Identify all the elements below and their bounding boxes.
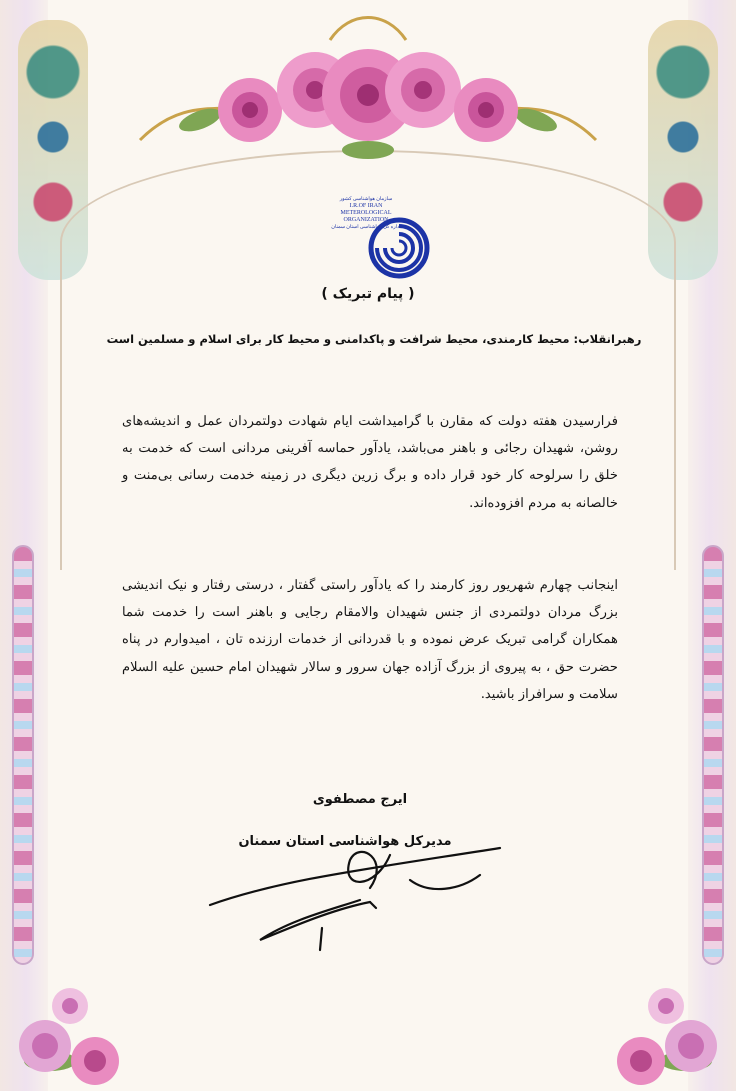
left-floral-column	[12, 545, 34, 965]
logo-subtext-fa: اداره کل هواشناسی استان سمنان	[331, 225, 401, 230]
signer-title: مدیرکل هواشناسی استان سمنان	[238, 834, 452, 849]
bottom-right-roses	[586, 951, 726, 1091]
bottom-left-roses	[10, 951, 150, 1091]
body-paragraph-1: فرارسیدن هفته دولت که مقارن با گرامیداشت ایام شهادت دولتمردان عمل و اندیشه‌های روشن، شهیدان رجائی و باهنر می‌باشد، یادآور حماسه آفرینی مردانی است که خدمت به خلق را سرلوحه کار خود قرار داده و برگ زرین دیگری در زمینه خدمت رسانی بی‌منت و خالصانه به مردم افزوده‌اند.	[122, 414, 618, 511]
handwritten-signature	[200, 800, 530, 960]
logo-text-en-2: METEROLOGICAL	[340, 210, 392, 216]
logo-text-fa: سازمان هواشناسی کشور	[339, 197, 393, 202]
right-floral-column	[702, 545, 724, 965]
logo-text-en-1: I.R.OF IRAN	[349, 203, 383, 209]
leader-quote: رهبرانقلاب: محیط کارمندی، محیط شرافت و پاکدامنی و محیط کار برای اسلام و مسلمین است	[106, 332, 642, 346]
logo-lettering	[331, 196, 401, 231]
top-rose-garland	[130, 0, 606, 170]
rose-flowers	[218, 49, 518, 142]
logo-text-en-3: ORGANIZATION	[343, 217, 389, 223]
body-paragraph-2: اینجانب چهارم شهریور روز کارمند را که یادآور راستی گفتار ، درستی رفتار و نیک اندیشی بزرگ مردان دولتمردی از جنس شهیدان والامقام رجایی و باهنر است را خدمت شما همکاران گرامی تبریک عرض نموده و با قدردانی از خدمات ارزنده تان ، امیدوارم در پناه حضرت حق ، به پیروی از بزرگ آزاده جهان سرور و سالار شهیدان امام حسین علیه السلام سلامت و سرافراز باشید.	[122, 578, 618, 702]
signer-name: ایرج مصطفوی	[312, 792, 408, 807]
letter-title: ( پیام تبریک )	[321, 286, 415, 302]
